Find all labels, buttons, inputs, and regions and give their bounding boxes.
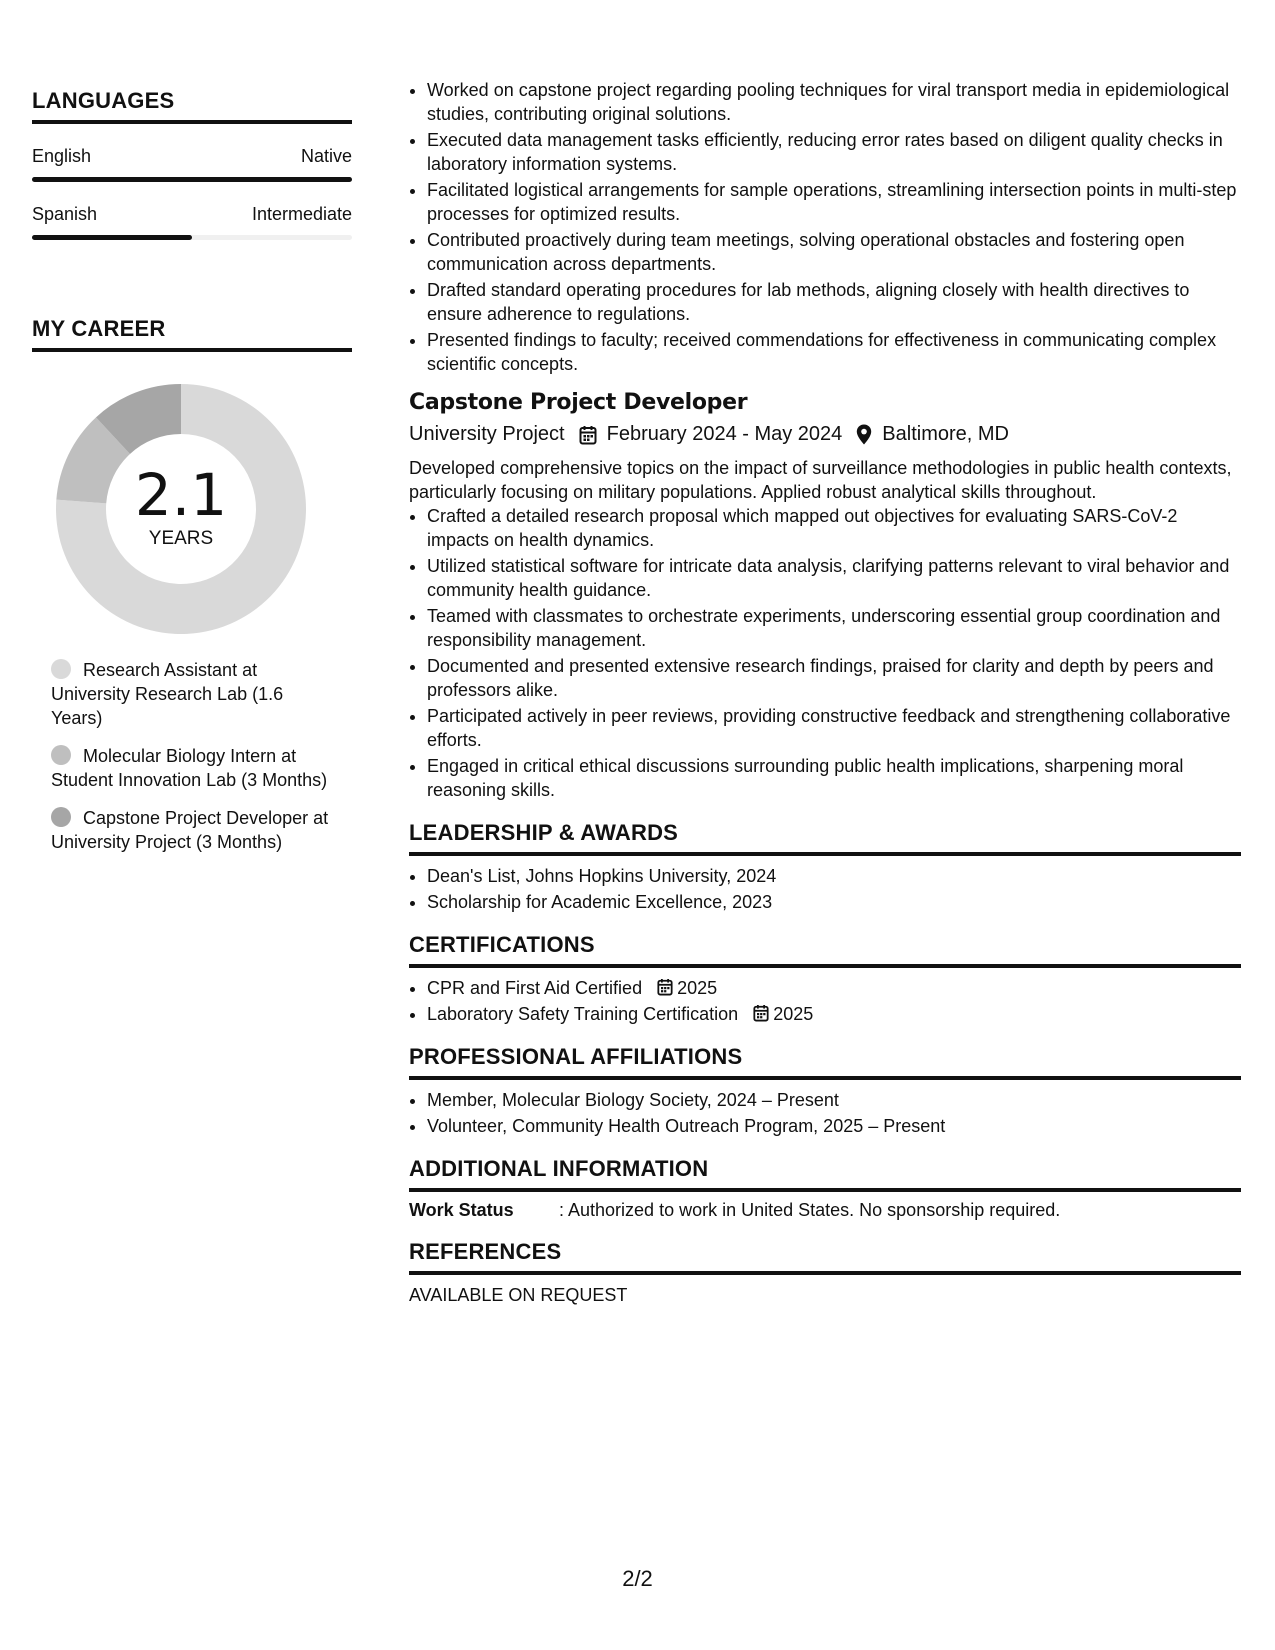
leadership-heading: LEADERSHIP & AWARDS [409,820,1241,856]
list-item: • Documented and presented extensive research findings, praised for clarity and depth by peers and professors alike. [427,654,1241,702]
list-item: • Member, Molecular Biology Society, 2024 – Present [427,1088,1241,1112]
location-pin-icon [856,424,872,445]
list-item: • Facilitated logistical arrangements for sample operations, streamlining intersection points in multi-step processes for optimized results. [427,178,1241,226]
legend-label: Molecular Biology Intern at Student Innovation Lab (3 Months) [51,746,328,790]
right-column [409,78,1241,1306]
job-meta [409,423,1241,446]
additional-info-heading: ADDITIONAL INFORMATION [409,1156,1241,1192]
language-proficiency-fill [32,235,192,240]
legend-label: Capstone Project Developer at University Project (3 Months) [51,808,329,852]
job-location: Baltimore, MD [882,423,1009,445]
career-years-unit: YEARS [148,528,214,549]
certification-name: CPR and First Aid Certified [427,978,643,998]
list-item: • Participated actively in peer reviews, providing constructive feedback and strengthening collaborative efforts. [427,704,1241,752]
legend-item [51,744,331,792]
list-item: • Contributed proactively during team meetings, solving operational obstacles and fostering open communication across departments. [427,228,1241,276]
certification-name: Laboratory Safety Training Certification [427,1004,739,1024]
language-level: Native [300,146,352,166]
certifications-section [409,932,1241,1026]
list-item: • Worked on capstone project regarding pooling techniques for viral transport media in epidemiological studies, contributing original solutions. [427,78,1241,126]
previous-job-bullets [409,78,1241,376]
job-dates: February 2024 - May 2024 [606,423,843,445]
certification-year: 2025 [677,978,718,998]
languages-heading: LANGUAGES [32,88,352,124]
left-column [32,88,352,868]
language-proficiency-fill [32,177,352,182]
list-item: • Crafted a detailed research proposal which mapped out objectives for evaluating SARS-CoV-2 impacts on health dynamics. [427,504,1241,552]
calendar-icon [753,1004,769,1022]
references-heading: REFERENCES [409,1239,1241,1275]
list-item [427,1002,1241,1026]
list-item: • Drafted standard operating procedures for lab methods, aligning closely with health directives to ensure adherence to regulations. [427,278,1241,326]
affiliations-section [409,1044,1241,1138]
list-item: • Teamed with classmates to orchestrate experiments, underscoring essential group coordination and responsibility management. [427,604,1241,652]
legend-dot [51,659,71,679]
legend-item [51,806,331,854]
career-legend [51,658,331,854]
language-item [32,204,352,240]
list-item [427,976,1241,1000]
list-item: • Executed data management tasks efficiently, reducing error rates based on diligent quality checks in laboratory information systems. [427,128,1241,176]
affiliations-heading: PROFESSIONAL AFFILIATIONS [409,1044,1241,1080]
language-name: English [32,146,92,166]
list-item: • Presented findings to faculty; received commendations for effectiveness in communicating complex scientific concepts. [427,328,1241,376]
language-proficiency-bar [32,235,352,240]
language-item [32,146,352,182]
job-description: Developed comprehensive topics on the impact of surveillance methodologies in public health contexts, particularly focusing on military populations. Applied robust analytical skills throughout. [409,458,1232,502]
additional-info-section [409,1156,1241,1221]
calendar-icon [579,425,597,445]
certification-year: 2025 [773,1004,814,1024]
list-item: • Volunteer, Community Health Outreach Program, 2025 – Present [427,1114,1241,1138]
job-org: University Project [409,423,565,445]
language-proficiency-bar [32,177,352,182]
legend-dot [51,745,71,765]
leadership-section [409,820,1241,914]
list-item: • Utilized statistical software for intricate data analysis, clarifying patterns relevant to viral behavior and community health guidance. [427,554,1241,602]
calendar-icon [657,978,673,996]
career-heading: MY CAREER [32,316,352,352]
references-section [409,1239,1241,1306]
career-total-years: 2.1 [134,461,228,529]
references-text: AVAILABLE ON REQUEST [409,1285,628,1305]
work-status-value: : Authorized to work in United States. No sponsorship required. [559,1200,1061,1220]
job-title: Capstone Project Developer [409,390,748,415]
legend-label: Research Assistant at University Research Lab (1.6 Years) [51,660,284,728]
certifications-heading: CERTIFICATIONS [409,932,1241,968]
work-status-label: Work Status [409,1200,514,1220]
page-number: 2/2 [622,1566,653,1591]
list-item: • Dean's List, Johns Hopkins University, 2024 [427,864,1241,888]
list-item: • Scholarship for Academic Excellence, 2023 [427,890,1241,914]
legend-dot [51,807,71,827]
language-level: Intermediate [251,204,352,224]
language-name: Spanish [32,204,98,224]
legend-item [51,658,331,730]
career-donut-chart [56,384,306,634]
capstone-bullets [409,504,1241,802]
list-item: • Engaged in critical ethical discussions surrounding public health implications, sharpening moral reasoning skills. [427,754,1241,802]
